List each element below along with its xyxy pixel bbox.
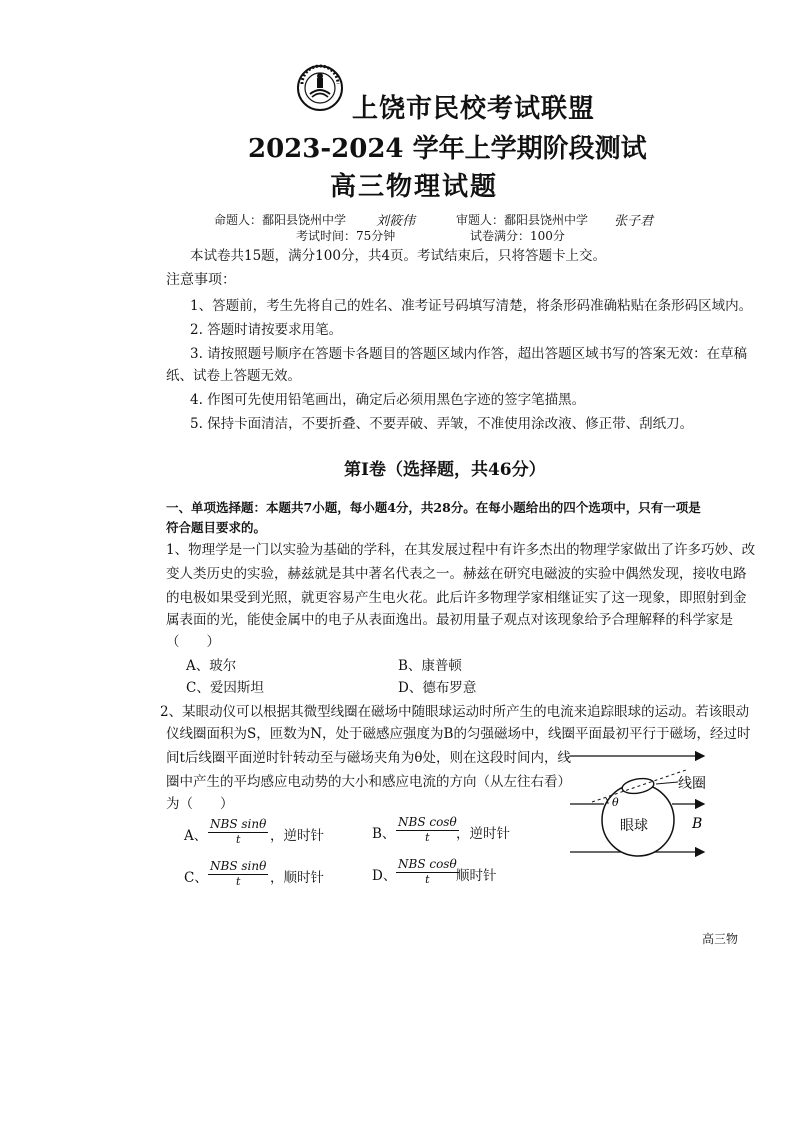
section-instruction: 一、单项选择题：本题共7小题，每小题4分，共28分。在每小题给出的四个选项中，只有一项是 <box>166 500 701 515</box>
fraction-numerator: NBS cosθ <box>398 857 457 871</box>
reviewer-name: 张子君 <box>614 214 654 229</box>
exam-intro: 本试卷共15题，满分100分，共4页。考试结束后，只将答题卡上交。 <box>190 248 607 264</box>
note-item: 纸、试卷上答题无效。 <box>166 368 301 384</box>
q2-text: 2、某眼动仪可以根据其微型线圈在磁场中随眼球运动时所产生的电流来追踪眼球的运动。若该眼动 <box>160 704 750 720</box>
q2-text: 间t后线圈平面逆时针转动至与磁场夹角为θ处，则在这段时间内，线 <box>166 750 572 766</box>
q1-text: 属表面的光，能使金属中的电子从表面逸出。最初用量子观点对该现象给予合理解释的科学家是 <box>166 612 733 628</box>
eyeball-label: 眼球 <box>620 818 648 834</box>
q2-option-c-fraction <box>208 858 268 889</box>
q1-text: （ ） <box>166 634 220 650</box>
eye-coil-figure <box>564 748 714 864</box>
fraction-denominator: t <box>235 833 241 846</box>
setter-label: 命题人：鄱阳县饶州中学 <box>214 213 347 227</box>
fraction-denominator: t <box>425 873 430 886</box>
note-item: 1、答题前，考生先将自己的姓名、准考证号码填写清楚，将条形码准确粘贴在条形码区域内。 <box>190 298 753 314</box>
full-score: 试卷满分：100分 <box>470 229 565 243</box>
fraction-denominator: t <box>235 875 241 888</box>
q1-text: 变人类历史的实验，赫兹就是其中著名代表之一。赫兹在研究电磁波的实验中偶然发现，接收电路 <box>166 566 747 582</box>
q2-text: 仪线圈面积为S，匝数为N，处于磁感应强度为B的匀强磁场中，线圈平面最初平行于磁场，经过时 <box>166 726 751 742</box>
q1-option-a: A、玻尔 <box>186 658 237 674</box>
coil-label-leader <box>656 782 678 784</box>
fraction-numerator: NBS cosθ <box>398 815 457 829</box>
reviewer-label: 审题人：鄱阳县饶州中学 <box>456 213 589 227</box>
note-item: 2. 答题时请按要求用笔。 <box>190 322 343 338</box>
q1-option-b: B、康普顿 <box>398 658 462 674</box>
q2-option-a-fraction <box>208 816 268 847</box>
note-item: 3. 请按照题号顺序在答题卡各题目的答题区域内作答，超出答题区域书写的答案无效：在草稿 <box>190 346 748 362</box>
q1-option-d: D、德布罗意 <box>398 680 477 696</box>
q2-option-b-fraction <box>396 814 459 845</box>
alliance-logo <box>296 64 344 112</box>
fraction-numerator: NBS sinθ <box>210 817 267 831</box>
q2-option-c-letter: C、 <box>184 870 208 886</box>
angle-label: θ <box>612 796 619 809</box>
coil-label: 线圈 <box>678 776 706 792</box>
notes-title: 注意事项： <box>166 272 236 288</box>
q2-option-a-letter: A、 <box>184 828 208 844</box>
fraction-denominator: t <box>425 831 430 844</box>
note-item: 4. 作图可先使用铅笔画出，确定后必须用黑色字迹的签字笔描黑。 <box>190 392 586 408</box>
fraction-numerator: NBS sinθ <box>210 859 267 873</box>
q2-option-b-letter: B、 <box>372 826 396 842</box>
subject-title: 高三物理试题 <box>330 172 499 202</box>
section-instruction: 符合题目要求的。 <box>166 520 267 535</box>
q2-option-a-direction: ，逆时针 <box>270 828 324 844</box>
exam-time: 考试时间：75分钟 <box>296 229 396 243</box>
note-item: 5. 保持卡面清洁，不要折叠、不要弄破、弄皱，不准使用涂改液、修正带、刮纸刀。 <box>190 416 694 432</box>
section-title: 第Ⅰ卷（选择题，共46分） <box>344 460 546 480</box>
setter-name: 刘筱伟 <box>376 214 416 229</box>
term-title: 2023-2024 学年上学期阶段测试 <box>248 134 647 164</box>
q2-text: 圈中产生的平均感应电动势的大小和感应电流的方向（从左往右看） <box>166 774 571 790</box>
page-footer: 高三物 <box>702 932 739 946</box>
q2-option-d-letter: D、 <box>372 868 397 884</box>
q2-option-c-direction: ，顺时针 <box>270 870 324 886</box>
q2-option-d-fraction <box>396 856 459 887</box>
q2-option-d-direction: 顺时针 <box>456 868 497 884</box>
q2-option-b-direction: ，逆时针 <box>456 826 510 842</box>
q2-text: 为（ ） <box>166 796 234 812</box>
q1-text: 1、物理学是一门以实验为基础的学科，在其发展过程中有许多杰出的物理学家做出了许多巧妙、改 <box>166 542 756 558</box>
q1-text: 的电极如果受到光照，就更容易产生电火花。此后许多物理学家相继证实了这一现象，即照射到金 <box>166 590 747 606</box>
org-name: 上饶市民校考试联盟 <box>352 94 596 124</box>
field-label: B <box>692 816 703 832</box>
q1-option-c: C、爱因斯坦 <box>186 680 264 696</box>
